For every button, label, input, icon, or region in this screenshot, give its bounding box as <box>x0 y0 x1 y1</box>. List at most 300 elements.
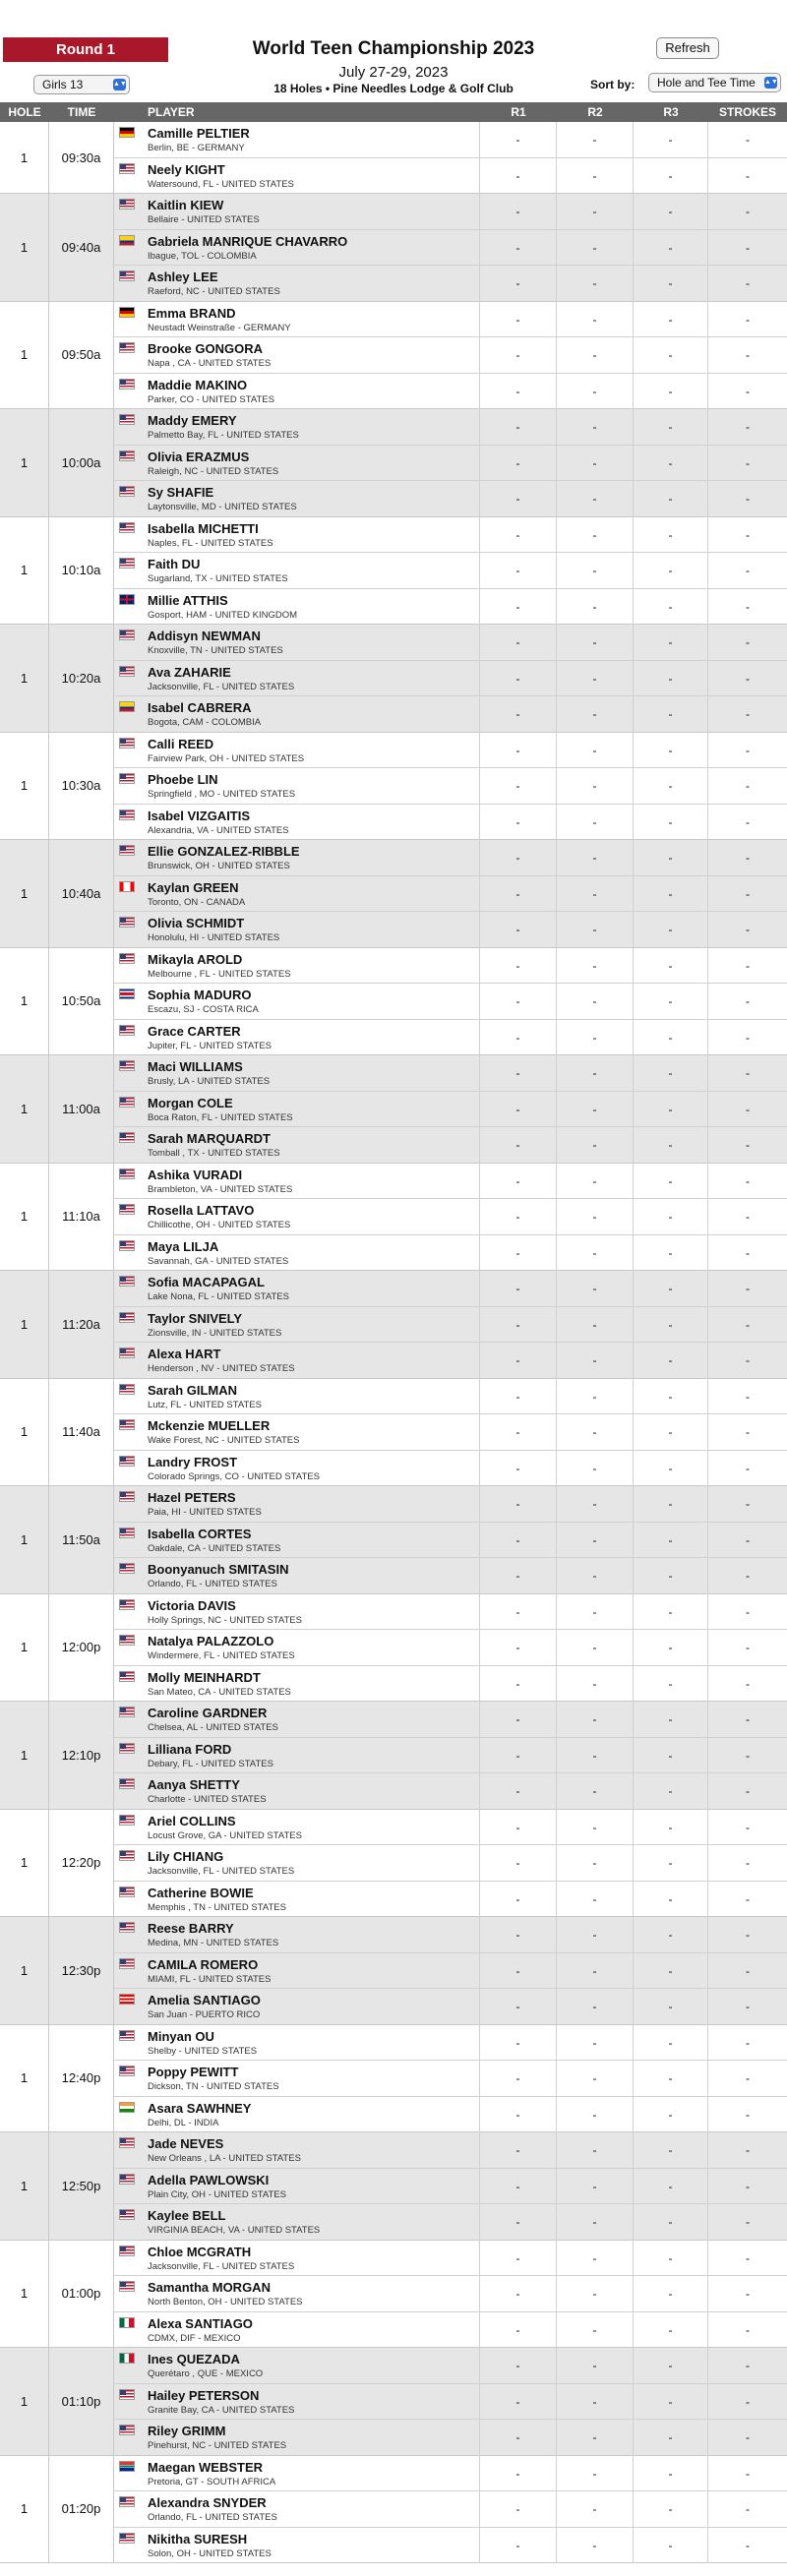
hole-number: 1 <box>0 194 49 301</box>
r3-score: - <box>668 455 673 470</box>
r2-score-cell <box>557 2491 634 2527</box>
player-cell <box>114 1738 480 1773</box>
player-row[interactable] <box>114 1594 787 1631</box>
player-row[interactable] <box>114 1199 787 1235</box>
player-row[interactable] <box>114 2097 787 2133</box>
player-row[interactable] <box>114 984 787 1020</box>
strokes-total: - <box>746 1641 750 1654</box>
player-name[interactable]: Gabriela MANRIQUE CHAVARRO <box>148 233 348 249</box>
r1-score: - <box>515 1963 520 1978</box>
column-header-r1[interactable]: R1 <box>511 105 526 119</box>
r1-score: - <box>515 384 520 398</box>
r2-score-cell <box>557 158 634 195</box>
player-row[interactable] <box>114 876 787 913</box>
hole-number: 1 <box>0 1594 49 1702</box>
r1-score-cell <box>480 2097 557 2133</box>
player-name[interactable]: Isabel CABRERA <box>148 700 252 715</box>
strokes-total-cell <box>708 625 787 660</box>
player-name[interactable]: Maya LILJA <box>148 1238 219 1254</box>
player-location: Chillicothe, OH - UNITED STATES <box>148 1220 291 1230</box>
player-name[interactable]: Emma BRAND <box>148 305 236 321</box>
r1-score-cell <box>480 1953 557 1989</box>
player-name[interactable]: Isabel VIZGAITIS <box>148 808 251 823</box>
hole-number: 1 <box>0 517 49 625</box>
r3-score: - <box>668 1245 673 1260</box>
player-row[interactable] <box>114 1235 787 1272</box>
player-name[interactable]: Caroline GARDNER <box>148 1706 268 1720</box>
player-name[interactable]: Calli REED <box>148 736 214 751</box>
player-name[interactable]: Alexa SANTIAGO <box>148 2315 253 2331</box>
player-name[interactable]: Neely KIGHT <box>148 161 225 177</box>
column-header-r2[interactable]: R2 <box>587 105 603 119</box>
flag-us-icon <box>119 1599 135 1610</box>
player-row[interactable] <box>114 1414 787 1451</box>
r1-score: - <box>515 240 520 255</box>
player-name[interactable]: Lilliana FORD <box>148 1741 232 1757</box>
player-location: Granite Bay, CA - UNITED STATES <box>148 2404 295 2416</box>
player-row[interactable] <box>114 840 787 876</box>
flag-co-icon <box>119 701 135 712</box>
r3-score: - <box>668 168 673 183</box>
player-row[interactable] <box>114 2241 787 2277</box>
r2-score: - <box>592 2359 597 2372</box>
r3-score-cell <box>634 2169 708 2204</box>
r3-score-cell <box>634 158 708 195</box>
player-name[interactable]: Hazel PETERS <box>148 1490 236 1505</box>
player-name[interactable]: Faith DU <box>148 557 201 571</box>
player-name[interactable]: Adella PAWLOWSKI <box>148 2172 270 2187</box>
player-cell <box>114 2384 480 2420</box>
player-location: Pretoria, GT - SOUTH AFRICA <box>148 2476 276 2487</box>
player-row[interactable] <box>114 2348 787 2384</box>
player-name[interactable]: Lily CHIANG <box>148 1849 224 1864</box>
player-row[interactable] <box>114 122 787 158</box>
player-row[interactable] <box>114 1379 787 1415</box>
strokes-total-cell <box>708 1845 787 1881</box>
player-row[interactable] <box>114 409 787 446</box>
player-row[interactable] <box>114 1451 787 1487</box>
player-row[interactable] <box>114 1164 787 1200</box>
player-row[interactable] <box>114 1092 787 1128</box>
r3-score: - <box>668 1317 673 1332</box>
r3-score-cell <box>634 1989 708 2025</box>
column-header-strokes[interactable]: STROKES <box>718 105 776 119</box>
r3-score-cell <box>634 840 708 875</box>
player-cell <box>114 1773 480 1810</box>
r3-score-cell <box>634 1127 708 1164</box>
player-name[interactable]: Ava ZAHARIE <box>148 664 231 680</box>
player-row[interactable] <box>114 2456 787 2492</box>
player-name[interactable]: Isabella CORTES <box>148 1526 252 1541</box>
player-row[interactable] <box>114 2204 787 2241</box>
player-row[interactable] <box>114 2528 787 2564</box>
player-name[interactable]: Boonyanuch SMITASIN <box>148 1562 289 1577</box>
r1-score-cell <box>480 409 557 445</box>
r2-score-cell <box>557 266 634 302</box>
strokes-total: - <box>746 492 750 506</box>
r1-score-cell <box>480 733 557 768</box>
player-location: VIRGINIA BEACH, VA - UNITED STATES <box>148 2225 321 2236</box>
player-name[interactable]: Ellie GONZALEZ-RIBBLE <box>148 844 300 859</box>
player-location: Jacksonville, FL - UNITED STATES <box>148 1866 295 1877</box>
strokes-total: - <box>746 1389 750 1404</box>
player-row[interactable] <box>114 2061 787 2097</box>
r1-score-cell <box>480 2132 557 2168</box>
r1-score: - <box>515 1282 520 1295</box>
player-name[interactable]: Nikitha SURESH <box>148 2531 248 2546</box>
player-name[interactable]: Kaitlin KIEW <box>148 198 224 212</box>
player-name[interactable]: Ariel COLLINS <box>148 1813 236 1828</box>
player-name[interactable]: Phoebe LIN <box>148 772 218 787</box>
player-row[interactable] <box>114 517 787 554</box>
r2-score-cell <box>557 661 634 696</box>
player-row[interactable] <box>114 2384 787 2421</box>
player-name[interactable]: Alexandra SNYDER <box>148 2495 267 2510</box>
player-row[interactable] <box>114 1523 787 1559</box>
r1-score: - <box>515 707 520 721</box>
player-row[interactable] <box>114 1127 787 1164</box>
flag-us-icon <box>119 1887 135 1897</box>
player-name[interactable]: Ines QUEZADA <box>148 2352 240 2366</box>
player-name[interactable]: Landry FROST <box>148 1454 238 1469</box>
player-row[interactable] <box>114 1702 787 1738</box>
r3-score: - <box>668 1425 673 1439</box>
player-row[interactable] <box>114 302 787 338</box>
tee-group <box>0 302 787 410</box>
player-row[interactable] <box>114 1558 787 1594</box>
r1-score: - <box>515 1102 520 1116</box>
player-name[interactable]: Ashley LEE <box>148 270 218 284</box>
player-cell <box>114 696 480 733</box>
player-name[interactable]: Rosella LATTAVO <box>148 1203 255 1218</box>
player-name[interactable]: Alexa HART <box>148 1347 221 1361</box>
flag-ca-icon <box>119 881 135 892</box>
r2-score: - <box>592 1497 597 1511</box>
player-cell <box>114 553 480 588</box>
player-row[interactable] <box>114 1055 787 1092</box>
strokes-total: - <box>746 2035 750 2050</box>
r2-score: - <box>592 1676 597 1691</box>
player-row[interactable] <box>114 2491 787 2528</box>
player-location: Holly Springs, NC - UNITED STATES <box>148 1614 302 1626</box>
r2-score: - <box>592 312 597 327</box>
r2-score: - <box>592 1102 597 1116</box>
strokes-total-cell <box>708 1020 787 1056</box>
strokes-total: - <box>746 1569 750 1583</box>
player-row[interactable] <box>114 625 787 661</box>
player-location: Watersound, FL - UNITED STATES <box>148 178 294 190</box>
strokes-total-cell <box>708 2348 787 2383</box>
column-header-player[interactable]: PLAYER <box>148 105 195 119</box>
r3-score-cell <box>634 2420 708 2456</box>
r1-score: - <box>515 2035 520 2050</box>
player-row[interactable] <box>114 948 787 985</box>
player-name[interactable]: Asara SAWHNEY <box>148 2100 252 2116</box>
player-row[interactable] <box>114 2132 787 2169</box>
strokes-total: - <box>746 814 750 829</box>
player-name[interactable]: Maegan WEBSTER <box>148 2459 264 2475</box>
player-name[interactable]: Maci WILLIAMS <box>148 1059 243 1074</box>
flag-us-icon <box>119 1528 135 1538</box>
player-name[interactable]: Poppy PEWITT <box>148 2065 239 2079</box>
player-location: Lutz, FL - UNITED STATES <box>148 1399 262 1410</box>
player-row[interactable] <box>114 1917 787 1953</box>
r2-score-cell <box>557 481 634 517</box>
r3-score: - <box>668 2538 673 2552</box>
player-name[interactable]: Sarah GILMAN <box>148 1382 238 1398</box>
strokes-total: - <box>746 1891 750 1906</box>
r1-score: - <box>515 1748 520 1763</box>
player-row[interactable] <box>114 1810 787 1846</box>
r1-score-cell <box>480 1055 557 1091</box>
player-row[interactable] <box>114 2025 787 2062</box>
r2-score-cell <box>557 1199 634 1234</box>
strokes-total: - <box>746 1030 750 1045</box>
flag-us-icon <box>119 342 135 353</box>
player-row[interactable] <box>114 266 787 302</box>
r3-score-cell <box>634 2456 708 2491</box>
player-name[interactable]: Morgan COLE <box>148 1095 233 1110</box>
player-location: Lake Nona, FL - UNITED STATES <box>148 1291 289 1302</box>
player-row[interactable] <box>114 2169 787 2205</box>
player-row[interactable] <box>114 158 787 195</box>
player-name[interactable]: Victoria DAVIS <box>148 1597 236 1613</box>
player-cell <box>114 1702 480 1737</box>
flag-us-icon <box>119 2389 135 2400</box>
column-header-hole[interactable]: HOLE <box>8 105 41 119</box>
player-name[interactable]: Chloe MCGRATH <box>148 2244 252 2259</box>
tee-time: 11:50a <box>49 1486 114 1593</box>
strokes-total-cell <box>708 1451 787 1487</box>
r2-score: - <box>592 240 597 255</box>
player-row[interactable] <box>114 337 787 374</box>
player-name[interactable]: Sy SHAFIE <box>148 485 214 500</box>
player-cell <box>114 2097 480 2133</box>
player-row[interactable] <box>114 230 787 267</box>
r2-score: - <box>592 1604 597 1619</box>
player-name[interactable]: Taylor SNIVELY <box>148 1310 243 1326</box>
player-row[interactable] <box>114 194 787 230</box>
player-name[interactable]: Amelia SANTIAGO <box>148 1993 261 2007</box>
r3-score: - <box>668 1569 673 1583</box>
player-cell <box>114 733 480 768</box>
player-cell <box>114 1953 480 1989</box>
flag-us-icon <box>119 2174 135 2185</box>
player-row[interactable] <box>114 733 787 769</box>
strokes-total-cell <box>708 1630 787 1665</box>
round-tab[interactable]: Round 1 <box>3 37 168 62</box>
r2-score-cell <box>557 768 634 804</box>
r1-score-cell <box>480 625 557 660</box>
player-name[interactable]: Sophia MADURO <box>148 988 252 1002</box>
player-name[interactable]: Ashika VURADI <box>148 1167 243 1182</box>
strokes-total-cell <box>708 912 787 948</box>
r1-score-cell <box>480 1882 557 1918</box>
r2-score-cell <box>557 1414 634 1450</box>
player-row[interactable] <box>114 1953 787 1990</box>
player-row[interactable] <box>114 553 787 589</box>
r2-score: - <box>592 851 597 865</box>
player-row[interactable] <box>114 696 787 733</box>
player-name[interactable]: Reese BARRY <box>148 1921 234 1936</box>
player-row[interactable] <box>114 2276 787 2312</box>
strokes-total-cell <box>708 1092 787 1127</box>
r1-score-cell <box>480 2384 557 2420</box>
player-row[interactable] <box>114 1738 787 1774</box>
player-name[interactable]: Natalya PALAZZOLO <box>148 1634 274 1648</box>
r1-score-cell <box>480 768 557 804</box>
strokes-total: - <box>746 2143 750 2157</box>
player-location: Springfield , MO - UNITED STATES <box>148 789 296 800</box>
r2-score: - <box>592 1425 597 1439</box>
player-name[interactable]: Sofia MACAPAGAL <box>148 1275 265 1289</box>
strokes-total: - <box>746 851 750 865</box>
hole-number: 1 <box>0 2132 49 2240</box>
player-row[interactable] <box>114 1486 787 1523</box>
r3-score: - <box>668 1461 673 1475</box>
player-name[interactable]: Millie ATTHIS <box>148 592 228 608</box>
player-name[interactable]: Jade NEVES <box>148 2136 224 2151</box>
flag-us-icon <box>119 2137 135 2148</box>
flag-us-icon <box>119 2246 135 2256</box>
strokes-total-cell <box>708 2456 787 2491</box>
r3-score-cell <box>634 1235 708 1272</box>
strokes-total-cell <box>708 1773 787 1810</box>
player-row[interactable] <box>114 1271 787 1307</box>
player-row[interactable] <box>114 1989 787 2025</box>
player-row[interactable] <box>114 1882 787 1918</box>
player-name[interactable]: Addisyn NEWMAN <box>148 629 261 643</box>
r3-score-cell <box>634 1594 708 1630</box>
column-header-time[interactable]: TIME <box>67 105 96 119</box>
player-name[interactable]: Minyan OU <box>148 2028 214 2044</box>
r2-score-cell <box>557 302 634 337</box>
player-row[interactable] <box>114 1307 787 1344</box>
r1-score-cell <box>480 1594 557 1630</box>
tee-time: 01:20p <box>49 2456 114 2563</box>
player-name[interactable]: Isabella MICHETTI <box>148 520 259 536</box>
player-name[interactable]: Olivia SCHMIDT <box>148 916 245 930</box>
player-name[interactable]: Kaylan GREEN <box>148 879 239 895</box>
player-row[interactable] <box>114 481 787 517</box>
player-cell <box>114 2276 480 2311</box>
player-name[interactable]: Hailey PETERSON <box>148 2387 260 2403</box>
r3-score: - <box>668 2466 673 2481</box>
r2-score: - <box>592 1712 597 1726</box>
r2-score-cell <box>557 230 634 266</box>
r2-score-cell <box>557 2132 634 2168</box>
player-row[interactable] <box>114 1343 787 1379</box>
player-name[interactable]: Catherine BOWIE <box>148 1885 254 1900</box>
flag-us-icon <box>119 1563 135 1574</box>
player-row[interactable] <box>114 1630 787 1666</box>
player-row[interactable] <box>114 589 787 626</box>
r1-score: - <box>515 168 520 183</box>
player-name[interactable]: Samantha MORGAN <box>148 2280 271 2295</box>
player-location: Chelsea, AL - UNITED STATES <box>148 1722 278 1733</box>
player-name[interactable]: Kaylee BELL <box>148 2208 226 2223</box>
tee-time: 10:40a <box>49 840 114 947</box>
player-location: Orlando, FL - UNITED STATES <box>148 2512 277 2523</box>
strokes-total: - <box>746 2179 750 2193</box>
player-location: Memphis , TN - UNITED STATES <box>148 1901 286 1913</box>
player-row[interactable] <box>114 661 787 697</box>
player-name[interactable]: Maddie MAKINO <box>148 377 248 392</box>
player-name[interactable]: Grace CARTER <box>148 1023 241 1039</box>
player-name[interactable]: Camille PELTIER <box>148 126 250 141</box>
player-cell <box>114 337 480 373</box>
strokes-total: - <box>746 1497 750 1511</box>
strokes-total: - <box>746 2287 750 2301</box>
r1-score-cell <box>480 1845 557 1881</box>
player-row[interactable] <box>114 768 787 805</box>
r3-score-cell <box>634 1630 708 1665</box>
r2-score: - <box>592 1784 597 1798</box>
r1-score-cell <box>480 481 557 517</box>
r3-score: - <box>668 958 673 973</box>
player-row[interactable] <box>114 374 787 410</box>
refresh-button[interactable]: Refresh <box>656 37 719 59</box>
player-cell <box>114 374 480 410</box>
column-header-r3[interactable]: R3 <box>663 105 679 119</box>
r2-score: - <box>592 2287 597 2301</box>
player-row[interactable] <box>114 2420 787 2456</box>
player-name[interactable]: Mckenzie MUELLER <box>148 1418 271 1433</box>
player-name[interactable]: CAMILA ROMERO <box>148 1956 259 1972</box>
player-location: Windermere, FL - UNITED STATES <box>148 1650 295 1661</box>
r2-score: - <box>592 2107 597 2122</box>
r2-score: - <box>592 779 597 793</box>
player-row[interactable] <box>114 1845 787 1882</box>
sort-select[interactable] <box>648 73 781 92</box>
player-row[interactable] <box>114 446 787 482</box>
player-name[interactable]: Maddy EMERY <box>148 413 237 428</box>
player-row[interactable] <box>114 805 787 841</box>
player-name[interactable]: Molly MEINHARDT <box>148 1669 261 1685</box>
player-row[interactable] <box>114 2312 787 2349</box>
strokes-total: - <box>746 1138 750 1152</box>
player-row[interactable] <box>114 1020 787 1056</box>
flag-us-icon <box>119 2533 135 2544</box>
player-name[interactable]: Sarah MARQUARDT <box>148 1131 271 1146</box>
player-name[interactable]: Mikayla AROLD <box>148 951 243 967</box>
player-location: Jupiter, FL - UNITED STATES <box>148 1040 272 1051</box>
r2-score-cell <box>557 1164 634 1199</box>
player-cell <box>114 2491 480 2527</box>
strokes-total: - <box>746 2430 750 2444</box>
player-name[interactable]: Brooke GONGORA <box>148 341 264 356</box>
player-row[interactable] <box>114 912 787 948</box>
player-row[interactable] <box>114 1773 787 1810</box>
player-name[interactable]: Olivia ERAZMUS <box>148 449 250 464</box>
player-location: Toronto, ON - CANADA <box>148 896 246 908</box>
hole-number: 1 <box>0 1271 49 1378</box>
r3-score-cell <box>634 1773 708 1810</box>
player-location: Orlando, FL - UNITED STATES <box>148 1579 277 1589</box>
r2-score: - <box>592 420 597 434</box>
player-row[interactable] <box>114 1666 787 1703</box>
r2-score: - <box>592 168 597 183</box>
r1-score-cell <box>480 1271 557 1306</box>
r3-score-cell <box>634 1702 708 1737</box>
r1-score: - <box>515 2250 520 2265</box>
player-name[interactable]: Aanya SHETTY <box>148 1777 240 1792</box>
player-name[interactable]: Riley GRIMM <box>148 2424 226 2438</box>
r3-score: - <box>668 2071 673 2085</box>
flag-us-icon <box>119 414 135 425</box>
tee-group <box>0 1486 787 1594</box>
r1-score-cell <box>480 230 557 266</box>
